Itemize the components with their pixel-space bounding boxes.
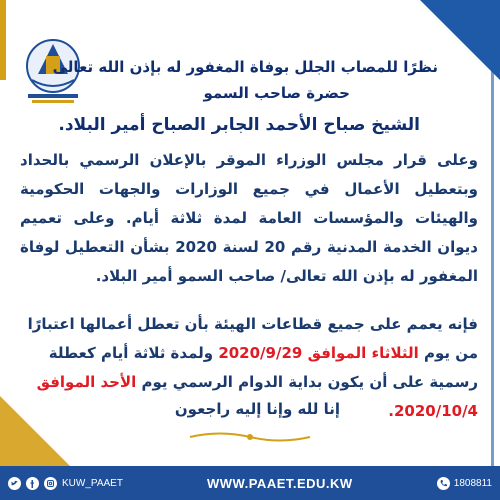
social-links[interactable] xyxy=(8,477,123,490)
phone-number: 1808811 xyxy=(453,477,492,489)
facebook-icon[interactable] xyxy=(26,477,39,490)
start-date-highlight: الثلاثاء الموافق 2020/9/29 xyxy=(218,344,419,362)
header-line-1: نظرًا للمصاب الجلل بوفاة المغفور له بإذن الله تعالى xyxy=(52,58,438,76)
ornament-divider xyxy=(180,430,320,444)
header-line-2: حضرة صاحب السمو xyxy=(203,84,350,102)
phone-icon xyxy=(437,477,450,490)
phone-info xyxy=(437,477,492,490)
twitter-icon[interactable] xyxy=(8,477,21,490)
social-handle: KUW_PAAET xyxy=(62,477,123,489)
announcement-text-2: ولمدة ثلاثة أيام كعطلة رسمية على أن يكون بداية الدوام الرسمي يوم xyxy=(48,344,478,391)
announcement-text-1: فإنه يعمم على جميع قطاعات الهيئة بأن تعطل أعمالها اعتبارًا من يوم xyxy=(27,315,478,362)
gold-strip xyxy=(0,0,6,80)
return-date-highlight: الأحد الموافق 2020/10/4. xyxy=(36,373,478,420)
header-line-3: الشيخ صباح الأحمد الجابر الصباح أمير البلاد. xyxy=(58,115,420,135)
website-link[interactable]: WWW.PAAET.EDU.KW xyxy=(207,475,353,491)
footer-bar xyxy=(0,466,500,500)
paragraph-decision: وعلى قرار مجلس الوزراء الموقر بالإعلان الرسمي بالحداد وبتعطيل الأعمال في جميع الوزارات والجهات الحكومية والهيئات والمؤسسات العامة لمدة ثلاثة أيام. وعلى تعميم ديوان الخدمة المدنية رقم 20 لسنة 2020 بشأن التعطيل لوفاة المغفور له بإذن الله تعالى/ صاحب السمو أمير البلاد. xyxy=(20,151,478,285)
closing-phrase: إنا لله وإنا إليه راجعون xyxy=(174,400,340,418)
side-line xyxy=(491,0,494,466)
instagram-icon[interactable] xyxy=(44,477,57,490)
